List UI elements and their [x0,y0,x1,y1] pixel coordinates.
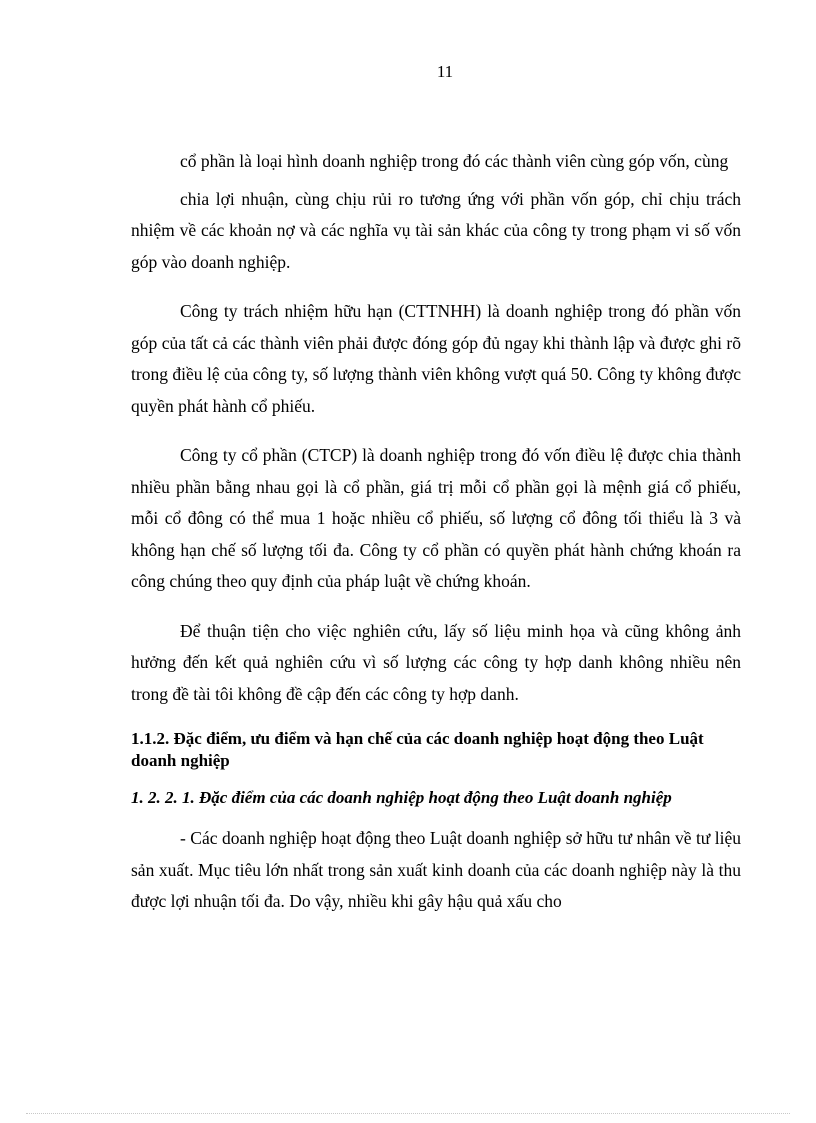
page-number: 11 [436,62,454,81]
paragraph-6: - Các doanh nghiệp hoạt động theo Luật doanh nghiệp sở hữu tư nhân về tư liệu sản xuất. Mục tiêu lớn nhất trong sản xuất kinh doanh của các doanh nghiệp này là thu được lợi nhuận tối đa. Do vậy, nhiều khi gây hậu quả xấu cho [131,828,741,911]
document-body [131,146,741,936]
paragraph-1: cổ phần là loại hình doanh nghiệp trong đó các thành viên cùng góp vốn, cùng [180,151,729,171]
paragraph-3: Công ty trách nhiệm hữu hạn (CTTNHH) là doanh nghiệp trong đó phần vốn góp của tất cả các thành viên phải được đóng góp đủ ngay khi thành lập và được ghi rõ trong điều lệ của công ty, số lượng thành viên không vượt quá 50. Công ty không được quyền phát hành cổ phiếu. [131,301,741,416]
paragraph-5: Để thuận tiện cho việc nghiên cứu, lấy số liệu minh họa và cũng không ảnh hưởng đến kết quả nghiên cứu vì số lượng các công ty hợp danh không nhiều nên trong đề tài tôi không đề cập đến các công ty hợp danh. [131,620,741,704]
footer-divider [26,1113,790,1114]
section-heading: 1.1.2. Đặc điểm, ưu điểm và hạn chế của các doanh nghiệp hoạt động theo Luật doanh nghiệp [131,729,704,770]
section-subheading: 1. 2. 2. 1. Đặc điểm của các doanh nghiệp hoạt động theo Luật doanh nghiệp [131,788,672,807]
paragraph-4: Công ty cổ phần (CTCP) là doanh nghiệp trong đó vốn điều lệ được chia thành nhiều phần bằng nhau gọi là cổ phần, giá trị mỗi cổ phần gọi là mệnh giá cổ phiếu, mỗi cổ đông có thể mua 1 hoặc nhiều cổ phiếu, số lượng cổ đông tối thiểu là 3 và không hạn chế số lượng tối đa. Công ty cổ phần có quyền phát hành chứng khoán ra công chúng theo quy định của pháp luật về chứng khoán. [131,445,741,591]
paragraph-2: chia lợi nhuận, cùng chịu rủi ro tương ứng với phần vốn góp, chỉ chịu trách nhiệm về các khoản nợ và các nghĩa vụ tài sản khác của công ty trong phạm vi số vốn góp vào doanh nghiệp. [131,188,741,272]
